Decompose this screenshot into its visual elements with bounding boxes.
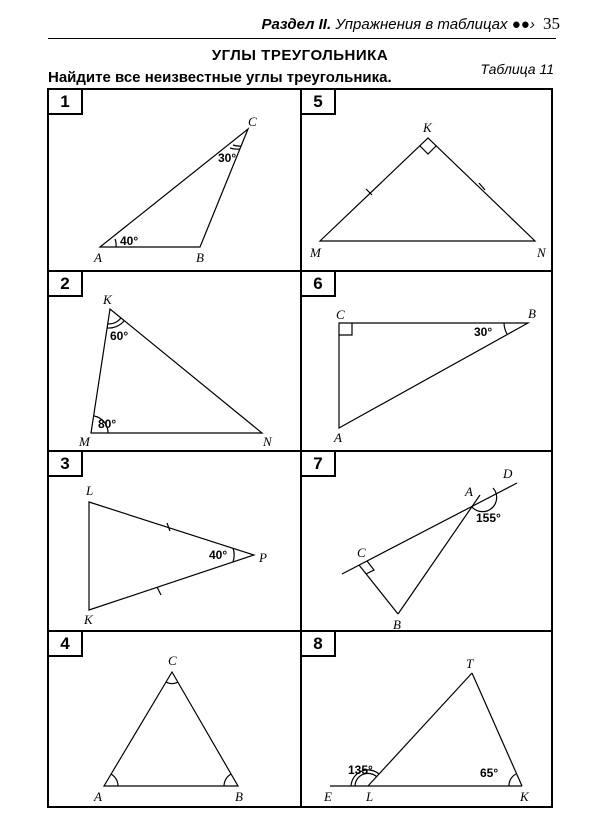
vertex-m: M [79, 434, 90, 449]
right-angle-mark-k [420, 146, 436, 154]
angle-label-m: 80° [98, 417, 117, 431]
vertex-e: E [324, 789, 332, 804]
vertex-a: A [94, 789, 102, 804]
triangle-kmn [91, 309, 262, 433]
angle-arc-b [504, 323, 507, 334]
figure-2 [78, 292, 273, 449]
angle-arc-c [166, 682, 178, 684]
vertex-a: A [94, 250, 102, 265]
right-angle-mark-c [366, 561, 374, 574]
vertex-n: N [263, 434, 272, 449]
table-label: Таблица 11 [480, 61, 554, 77]
vertex-b: B [393, 617, 401, 632]
vertex-k: K [103, 292, 112, 307]
segment-lt [368, 673, 472, 786]
header-marker: ●●› [511, 16, 535, 33]
vertex-b: B [235, 789, 243, 804]
figure-7 [342, 466, 517, 632]
vertex-b: B [528, 306, 536, 321]
angle-arc-a [115, 239, 116, 247]
vertex-a: A [465, 484, 473, 499]
tick-mark-kn [479, 183, 485, 190]
angle-label-p: 40° [209, 548, 228, 562]
cell-number-8: 8 [302, 632, 336, 657]
cell-number-6: 6 [302, 272, 336, 297]
figure-5 [309, 120, 547, 260]
vertex-k: K [423, 120, 432, 135]
vertex-k: K [520, 789, 529, 804]
vertex-l: L [366, 789, 374, 804]
figure-6 [333, 306, 536, 445]
section-name: Раздел II. [261, 16, 332, 33]
cell-number-4: 4 [49, 632, 83, 657]
angle-label-b: 30° [474, 325, 493, 339]
cell-number-1: 1 [49, 90, 83, 115]
cell-number-2: 2 [49, 272, 83, 297]
vertex-l: L [86, 483, 94, 498]
triangle-cba [339, 323, 528, 428]
figure-1 [93, 114, 257, 265]
vertex-c: C [357, 545, 366, 560]
cell-number-5: 5 [302, 90, 336, 115]
line-cd [342, 483, 517, 574]
angle-label-k: 60° [110, 329, 129, 343]
instruction-text: Найдите все неизвестные углы треугольника. [48, 69, 392, 86]
figure-8 [323, 656, 530, 804]
segment-ab [398, 495, 480, 614]
angle-arc-c [230, 148, 240, 149]
angle-label-l: 135° [348, 763, 373, 777]
angle-arc-c-2 [233, 145, 241, 146]
vertex-m: M [310, 245, 321, 260]
angle-label-a: 155° [476, 511, 501, 525]
vertex-p: P [259, 550, 267, 565]
vertex-b: B [196, 250, 204, 265]
vertex-n: N [537, 245, 546, 260]
angle-label-k: 65° [480, 766, 499, 780]
vertex-d: D [503, 466, 513, 481]
angle-label-c: 30° [218, 151, 237, 165]
triangle-abc [104, 672, 238, 786]
vertex-t: T [466, 656, 474, 671]
angle-arc-k-2 [108, 318, 121, 324]
angle-label-a: 40° [120, 234, 139, 248]
right-angle-mark-c [339, 323, 352, 335]
vertex-c: C [168, 653, 177, 668]
angle-arc-p [233, 548, 234, 562]
angle-arc-k [509, 774, 516, 786]
figure-4 [93, 653, 243, 804]
angle-arc-b [224, 774, 231, 786]
tick-mark-kp [157, 587, 161, 595]
figure-3 [83, 483, 267, 627]
page-number: 35 [543, 14, 560, 33]
cell-number-3: 3 [49, 452, 83, 477]
vertex-c: C [336, 307, 345, 322]
triangle-abc [100, 129, 248, 247]
triangle-lkp [89, 502, 254, 610]
vertex-k: K [84, 612, 93, 627]
page-title: УГЛЫ ТРЕУГОЛЬНИКА [211, 47, 389, 64]
angle-arc-a [111, 774, 118, 786]
cell-number-7: 7 [302, 452, 336, 477]
vertex-a: A [334, 430, 342, 445]
vertex-c: C [248, 114, 257, 129]
segment-cb [359, 565, 398, 614]
section-title: Упражнения в таблицах [335, 16, 508, 33]
